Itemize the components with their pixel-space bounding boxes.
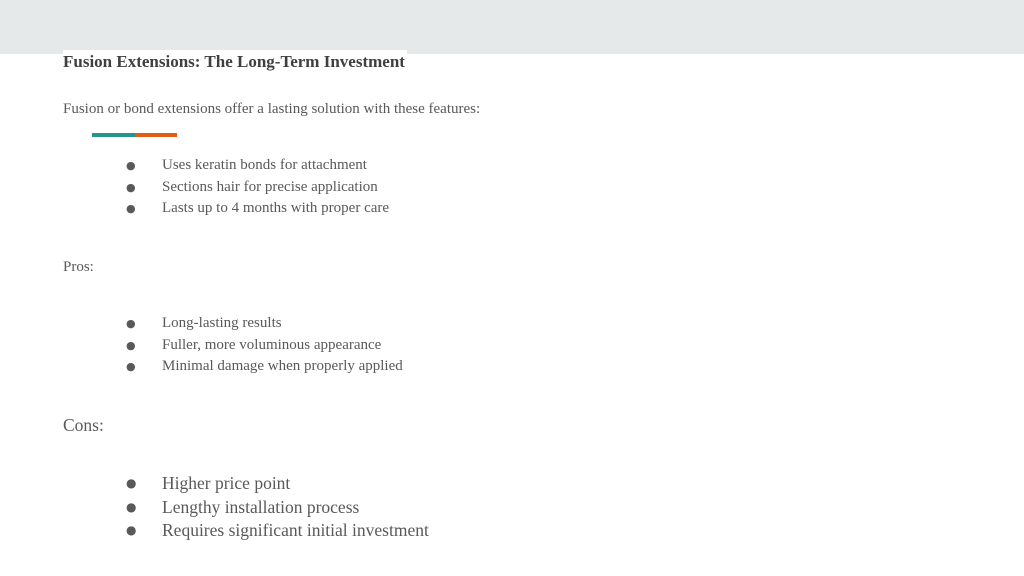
bullet-icon: ● [126,180,136,194]
accent-bar [92,133,177,137]
header-band [0,0,1024,54]
pros-list [126,313,403,378]
list-item [126,519,429,543]
accent-bar-teal [92,133,135,137]
list-item-text: Lasts up to 4 months with proper care [162,200,390,216]
list-item-text: Lengthy installation process [162,496,360,517]
bullet-icon: ● [126,360,136,373]
cons-heading: Cons: [63,415,104,435]
bullet-icon: ● [126,338,136,352]
list-item-text: Sections hair for precise application [162,178,378,195]
list-item [126,177,389,199]
list-item-text: Higher price point [162,473,291,493]
list-item [126,472,429,496]
bullet-icon: ● [126,523,137,537]
list-item [126,496,429,520]
list-item [126,155,389,177]
intro-text: Fusion or bond extensions offer a lasting solution with these features: [63,101,481,117]
list-item-text: Fuller, more voluminous appearance [162,336,382,353]
bullet-icon: ● [126,317,136,330]
list-item [126,356,403,378]
pros-heading: Pros: [63,259,94,275]
bullet-icon: ● [126,499,137,514]
bullet-icon: ● [126,476,137,490]
list-item-text: Minimal damage when properly applied [162,358,403,374]
list-item [126,335,403,357]
cons-list [126,472,429,543]
list-item [126,313,403,335]
accent-bar-orange [135,133,178,137]
list-item-text: Long-lasting results [162,315,282,331]
list-item-text: Uses keratin bonds for attachment [162,157,367,173]
bullet-icon: ● [126,159,136,172]
bullet-icon: ● [126,202,136,215]
list-item [126,198,389,220]
slide-title: Fusion Extensions: The Long-Term Investment [63,50,407,74]
features-list [126,155,389,220]
list-item-text: Requires significant initial investment [162,520,429,540]
